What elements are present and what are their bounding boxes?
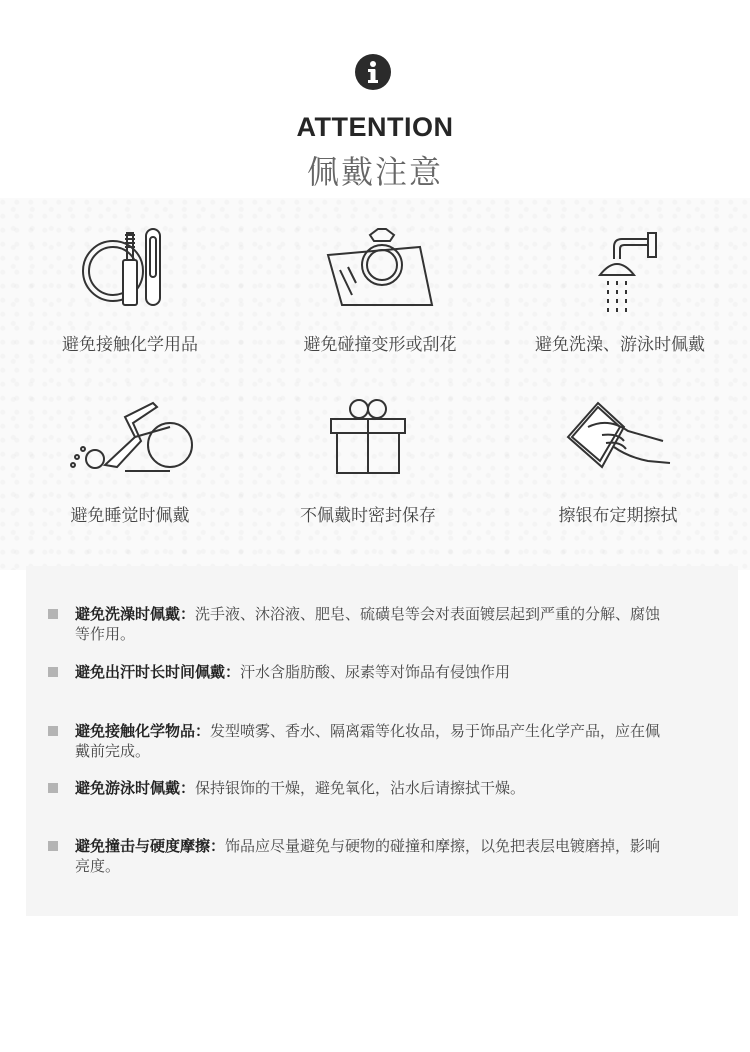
bullet-icon xyxy=(48,841,58,851)
note-item: 避免接触化学物品：发型喷雾、香水、隔离霜等化妆品，易于饰品产生化学产品，应在佩 戴前完成。 xyxy=(48,721,698,761)
bullet-icon xyxy=(48,726,58,736)
icon-item-shower xyxy=(495,225,745,355)
info-icon xyxy=(355,54,391,90)
note-item: 避免洗澡时佩戴：洗手液、沐浴液、肥皂、硫磺皂等会对表面镀层起到严重的分解、腐蚀 等作用。 xyxy=(48,604,698,644)
cosmetics-icon xyxy=(80,225,180,315)
icon-item-chemicals xyxy=(5,225,255,355)
icon-label: 避免碰撞变形或刮花 xyxy=(303,335,457,355)
note-item: 避免撞击与硬度摩擦：饰品应尽量避免与硬物的碰撞和摩擦，以免把表层电镀磨掉，影响 亮度。 xyxy=(48,836,698,876)
icon-label: 避免睡觉时佩戴 xyxy=(70,506,190,526)
icon-item-wipe xyxy=(493,397,743,527)
bullet-icon xyxy=(48,609,58,619)
bullet-icon xyxy=(48,783,58,793)
wiping-cloth-icon xyxy=(558,397,678,477)
note-item: 避免游泳时佩戴：保持银饰的干燥，避免氧化，沾水后请擦拭干燥。 xyxy=(48,778,698,798)
icon-item-storage xyxy=(243,397,493,527)
title-chinese: 佩戴注意 xyxy=(306,153,443,191)
icon-label: 避免接触化学用品 xyxy=(62,335,198,355)
icon-label: 避免洗澡、游泳时佩戴 xyxy=(535,335,705,355)
icon-label: 擦银布定期擦拭 xyxy=(558,506,678,526)
icon-item-sleep xyxy=(5,397,255,527)
care-notes xyxy=(26,566,738,916)
gift-box-icon xyxy=(323,397,413,477)
icon-label: 不佩戴时密封保存 xyxy=(300,506,436,526)
bullet-icon xyxy=(48,667,58,677)
note-item: 避免出汗时长时间佩戴：汗水含脂肪酸、尿素等对饰品有侵蚀作用 xyxy=(48,662,698,682)
ring-on-glass-icon xyxy=(320,225,440,315)
icon-item-collision xyxy=(255,225,505,355)
sleeping-icon xyxy=(65,397,195,477)
header xyxy=(0,0,750,200)
title-english: ATTENTION xyxy=(296,112,454,142)
shower-icon xyxy=(570,225,670,315)
